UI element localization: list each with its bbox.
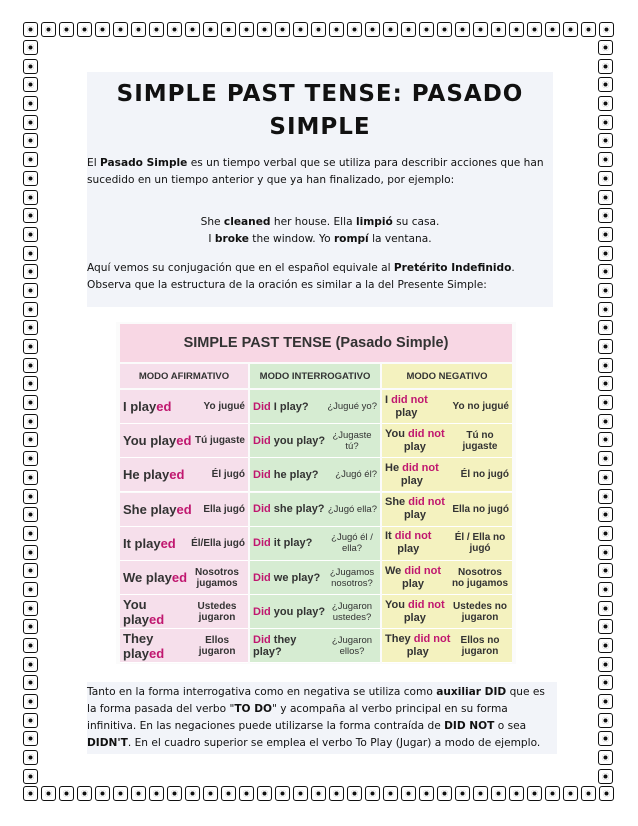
border-ornament-icon <box>239 22 254 37</box>
border-ornament-icon <box>185 786 200 801</box>
border-ornament-icon <box>23 470 38 485</box>
auxiliary-paragraph: Tanto en la forma interrogativa como en negativa se utiliza como auxiliar DID que es la forma pasada del verbo "TO DO" y acompaña al verbo principal en su forma infinitiva. En las negaciones puede utilizarse la forma contraída de DID NOT o sea DIDN'T. En el cuadro superior se emplea el verbo To Play (Jugar) a modo de ejemplo. <box>87 686 545 749</box>
border-ornament-icon <box>23 786 38 801</box>
border-ornament-icon <box>599 22 614 37</box>
border-ornament-icon <box>23 750 38 765</box>
negative-en: It did not play <box>385 530 432 556</box>
intro-text-2: es un tiempo verbal que se utiliza para describir acciones que han sucedido en un tiempo anterior y que ya han finalizado, por ejemplo: <box>87 157 544 186</box>
border-ornament-icon <box>23 190 38 205</box>
border-ornament-icon <box>23 59 38 74</box>
border-ornament-icon <box>311 22 326 37</box>
border-ornament-icon <box>598 657 613 672</box>
border-ornament-icon <box>329 22 344 37</box>
border-ornament-icon <box>95 786 110 801</box>
border-ornament-icon <box>293 22 308 37</box>
border-ornament-icon <box>23 675 38 690</box>
border-ornament-icon <box>598 264 613 279</box>
border-ornament-icon <box>329 786 344 801</box>
border-ornament-icon <box>401 22 416 37</box>
border-ornament-icon <box>23 414 38 429</box>
border-ornament-icon <box>598 246 613 261</box>
table-title: SIMPLE PAST TENSE (Pasado Simple) <box>120 324 512 362</box>
border-ornament-icon <box>383 786 398 801</box>
interrogative-en: Did you play? <box>253 434 326 447</box>
border-ornament-icon <box>473 786 488 801</box>
border-ornament-icon <box>581 786 596 801</box>
row-interrogative <box>250 424 380 458</box>
border-ornament-icon <box>23 208 38 223</box>
border-ornament-icon <box>77 22 92 37</box>
affirmative-en: She played <box>123 501 192 517</box>
to-do: TO DO <box>234 703 273 715</box>
example-1: She cleaned her house. Ella limpió su casa. <box>200 216 440 228</box>
negative-es: Él no jugó <box>460 469 509 481</box>
row-interrogative <box>250 561 380 595</box>
conjugation-table <box>116 322 516 664</box>
negative-en: They did not play <box>385 632 451 658</box>
row-affirmative <box>120 424 248 458</box>
border-ornament-icon <box>598 171 613 186</box>
border-ornament-icon <box>149 786 164 801</box>
row-interrogative <box>250 595 380 629</box>
border-ornament-icon <box>437 22 452 37</box>
border-ornament-icon <box>23 227 38 242</box>
border-ornament-icon <box>275 786 290 801</box>
affirmative-en: We played <box>123 570 188 585</box>
interrogative-en: Did she play? <box>253 503 325 516</box>
border-ornament-icon <box>23 133 38 148</box>
border-ornament-icon <box>131 786 146 801</box>
border-ornament-icon <box>599 786 614 801</box>
border-ornament-icon <box>598 395 613 410</box>
border-ornament-icon <box>598 358 613 373</box>
border-ornament-icon <box>167 786 182 801</box>
border-ornament-icon <box>437 786 452 801</box>
border-ornament-icon <box>23 657 38 672</box>
border-ornament-icon <box>113 22 128 37</box>
border-ornament-icon <box>563 786 578 801</box>
border-ornament-icon <box>598 40 613 55</box>
border-ornament-icon <box>59 22 74 37</box>
border-ornament-icon <box>598 414 613 429</box>
example-2-verbo: rompí <box>333 233 369 245</box>
border-ornament-icon <box>598 713 613 728</box>
border-ornament-icon <box>598 526 613 541</box>
row-negative <box>382 458 512 492</box>
negative-en: You did not play <box>385 427 445 453</box>
row-negative <box>382 629 512 663</box>
row-negative <box>382 424 512 458</box>
border-ornament-icon <box>23 713 38 728</box>
example-2: I broke the window. Yo rompí la ventana. <box>208 233 432 245</box>
border-bottom <box>23 786 614 803</box>
border-ornament-icon <box>455 786 470 801</box>
border-ornament-icon <box>598 601 613 616</box>
row-affirmative <box>120 629 248 663</box>
affirmative-en: You played <box>123 596 165 627</box>
border-ornament-icon <box>598 96 613 111</box>
border-ornament-icon <box>23 302 38 317</box>
negative-en: You did not play <box>385 598 445 624</box>
row-negative <box>382 493 512 527</box>
negative-en: I did not play <box>385 393 428 419</box>
border-ornament-icon <box>23 339 38 354</box>
border-ornament-icon <box>239 786 254 801</box>
border-ornament-icon <box>419 22 434 37</box>
affirmative-en: They played <box>123 630 165 661</box>
border-ornament-icon <box>77 786 92 801</box>
border-ornament-icon <box>23 96 38 111</box>
border-ornament-icon <box>185 22 200 37</box>
header-negative: MODO NEGATIVO <box>382 364 512 388</box>
border-ornament-icon <box>23 320 38 335</box>
example-1-verb: cleaned <box>223 216 271 228</box>
affirmative-es: Él/Ella jugó <box>191 537 245 549</box>
border-ornament-icon <box>23 582 38 597</box>
border-ornament-icon <box>293 786 308 801</box>
border-ornament-icon <box>598 750 613 765</box>
border-ornament-icon <box>598 582 613 597</box>
border-ornament-icon <box>527 22 542 37</box>
border-left <box>23 40 40 784</box>
border-ornament-icon <box>41 22 56 37</box>
interrogative-es: ¿Jugaron ellos? <box>331 634 373 657</box>
border-ornament-icon <box>598 563 613 578</box>
border-ornament-icon <box>598 638 613 653</box>
row-interrogative <box>250 527 380 561</box>
border-ornament-icon <box>545 786 560 801</box>
affirmative-es: Ellos jugaron <box>198 634 236 657</box>
border-ornament-icon <box>598 115 613 130</box>
border-ornament-icon <box>203 786 218 801</box>
border-ornament-icon <box>131 22 146 37</box>
header-affirmative: MODO AFIRMATIVO <box>120 364 248 388</box>
border-ornament-icon <box>598 227 613 242</box>
interrogative-es: ¿Jugó él / ella? <box>331 532 373 555</box>
affirmative-en: I played <box>123 399 172 414</box>
border-ornament-icon <box>23 283 38 298</box>
border-ornament-icon <box>23 22 38 37</box>
border-ornament-icon <box>23 731 38 746</box>
border-ornament-icon <box>275 22 290 37</box>
border-ornament-icon <box>347 22 362 37</box>
border-ornament-icon <box>23 246 38 261</box>
row-interrogative <box>250 390 380 424</box>
negative-es: Ella no jugó <box>452 503 509 515</box>
border-ornament-icon <box>509 786 524 801</box>
interrogative-es: ¿Jugaste tú? <box>332 429 372 452</box>
page-title: SIMPLE PAST TENSE: PASADO SIMPLE <box>116 81 524 140</box>
border-ornament-icon <box>23 601 38 616</box>
border-ornament-icon <box>383 22 398 37</box>
border-ornament-icon <box>598 507 613 522</box>
border-ornament-icon <box>167 22 182 37</box>
negative-es: Tú no jugaste <box>462 429 498 452</box>
border-ornament-icon <box>473 22 488 37</box>
border-ornament-icon <box>598 283 613 298</box>
affirmative-en: He played <box>123 467 185 483</box>
border-ornament-icon <box>598 302 613 317</box>
affirmative-es: Ustedes jugaron <box>197 600 237 623</box>
interrogative-es: ¿Jugó él? <box>335 469 377 481</box>
border-ornament-icon <box>455 22 470 37</box>
border-ornament-icon <box>23 432 38 447</box>
border-ornament-icon <box>23 545 38 560</box>
row-affirmative <box>120 527 248 561</box>
header-interrogative: MODO INTERROGATIVO <box>250 364 380 388</box>
affirmative-es: Él jugó <box>211 469 245 481</box>
negative-es: Yo no jugué <box>452 401 509 412</box>
interrogative-es: ¿Jugaron ustedes? <box>331 600 373 623</box>
border-ornament-icon <box>23 376 38 391</box>
border-ornament-icon <box>598 152 613 167</box>
interrogative-en: Did he play? <box>253 468 319 481</box>
border-ornament-icon <box>598 190 613 205</box>
row-negative <box>382 595 512 629</box>
border-ornament-icon <box>23 395 38 410</box>
affirmative-es: Nosotros jugamos <box>195 566 239 589</box>
intro-text-1: El <box>87 157 97 169</box>
border-ornament-icon <box>257 786 272 801</box>
border-ornament-icon <box>23 507 38 522</box>
border-ornament-icon <box>598 133 613 148</box>
border-ornament-icon <box>365 786 380 801</box>
border-ornament-icon <box>23 451 38 466</box>
border-ornament-icon <box>23 638 38 653</box>
border-ornament-icon <box>23 171 38 186</box>
border-top <box>23 22 614 39</box>
conjugation-paragraph: Aquí vemos su conjugación que en el español equivale al Pretérito Indefinido. Observa que la estructura de la oración es similar a la del Presente Simple: <box>87 262 515 291</box>
border-ornament-icon <box>23 40 38 55</box>
affirmative-es: Tú jugaste <box>194 435 245 447</box>
border-ornament-icon <box>23 358 38 373</box>
border-ornament-icon <box>598 619 613 634</box>
border-ornament-icon <box>311 786 326 801</box>
affirmative-es: Yo jugué <box>203 401 245 412</box>
border-ornament-icon <box>419 786 434 801</box>
border-ornament-icon <box>23 694 38 709</box>
border-ornament-icon <box>23 619 38 634</box>
border-ornament-icon <box>23 489 38 504</box>
negative-en: She did not play <box>385 496 445 522</box>
border-ornament-icon <box>23 152 38 167</box>
negative-es: Ellos no jugaron <box>460 634 500 657</box>
border-ornament-icon <box>598 59 613 74</box>
negative-es: Ustedes no jugaron <box>453 600 507 623</box>
border-ornament-icon <box>598 77 613 92</box>
border-ornament-icon <box>598 694 613 709</box>
border-ornament-icon <box>598 376 613 391</box>
border-ornament-icon <box>203 22 218 37</box>
border-ornament-icon <box>598 769 613 784</box>
border-ornament-icon <box>149 22 164 37</box>
border-ornament-icon <box>491 786 506 801</box>
row-interrogative <box>250 629 380 663</box>
border-ornament-icon <box>581 22 596 37</box>
border-ornament-icon <box>221 22 236 37</box>
border-ornament-icon <box>221 786 236 801</box>
intro-term: Pasado Simple <box>100 157 188 169</box>
row-interrogative <box>250 458 380 492</box>
negative-es: Él / Ella no jugó <box>454 532 506 555</box>
border-ornament-icon <box>563 22 578 37</box>
row-interrogative <box>250 493 380 527</box>
border-right <box>598 40 615 784</box>
border-ornament-icon <box>95 22 110 37</box>
border-ornament-icon <box>23 77 38 92</box>
border-ornament-icon <box>598 432 613 447</box>
border-ornament-icon <box>598 675 613 690</box>
border-ornament-icon <box>365 22 380 37</box>
affirmative-es: Ella jugó <box>203 503 245 515</box>
interrogative-en: Did you play? <box>253 605 326 618</box>
interrogative-en: Did I play? <box>253 400 309 413</box>
border-ornament-icon <box>598 731 613 746</box>
negative-es: Nosotros no jugamos <box>451 566 509 589</box>
border-ornament-icon <box>598 489 613 504</box>
border-ornament-icon <box>545 22 560 37</box>
border-ornament-icon <box>23 115 38 130</box>
affirmative-en: It played <box>123 535 176 551</box>
border-ornament-icon <box>598 320 613 335</box>
border-ornament-icon <box>598 208 613 223</box>
row-affirmative <box>120 390 248 424</box>
interrogative-en: Did it play? <box>253 537 313 550</box>
row-affirmative <box>120 561 248 595</box>
example-2-verb: broke <box>214 233 249 245</box>
border-ornament-icon <box>347 786 362 801</box>
row-negative <box>382 390 512 424</box>
row-affirmative <box>120 458 248 492</box>
border-ornament-icon <box>113 786 128 801</box>
border-ornament-icon <box>598 545 613 560</box>
interrogative-es: ¿Jugó ella? <box>327 503 377 515</box>
example-1-verbo: limpió <box>355 216 393 228</box>
border-ornament-icon <box>598 451 613 466</box>
row-affirmative <box>120 493 248 527</box>
intro-paragraph <box>87 155 557 189</box>
preterito-term: Pretérito Indefinido <box>393 262 512 274</box>
affirmative-en: You played <box>123 433 192 449</box>
border-ornament-icon <box>23 526 38 541</box>
row-negative <box>382 527 512 561</box>
interrogative-es: ¿Jugué yo? <box>327 401 377 412</box>
border-ornament-icon <box>257 22 272 37</box>
border-ornament-icon <box>41 786 56 801</box>
border-ornament-icon <box>59 786 74 801</box>
row-negative <box>382 561 512 595</box>
border-ornament-icon <box>23 563 38 578</box>
negative-en: He did not play <box>385 461 439 487</box>
border-ornament-icon <box>598 470 613 485</box>
border-ornament-icon <box>598 339 613 354</box>
row-affirmative <box>120 595 248 629</box>
border-ornament-icon <box>527 786 542 801</box>
border-ornament-icon <box>23 769 38 784</box>
negative-en: We did not play <box>385 564 442 590</box>
border-ornament-icon <box>491 22 506 37</box>
aux-did: auxiliar DID <box>436 686 507 698</box>
border-ornament-icon <box>401 786 416 801</box>
did-not: DID NOT <box>444 720 495 732</box>
border-ornament-icon <box>23 264 38 279</box>
interrogative-en: Did we play? <box>253 571 321 584</box>
interrogative-es: ¿Jugamos nosotros? <box>329 566 375 589</box>
border-ornament-icon <box>509 22 524 37</box>
didnt: DIDN'T <box>87 737 128 749</box>
interrogative-en: Did they play? <box>253 633 297 658</box>
